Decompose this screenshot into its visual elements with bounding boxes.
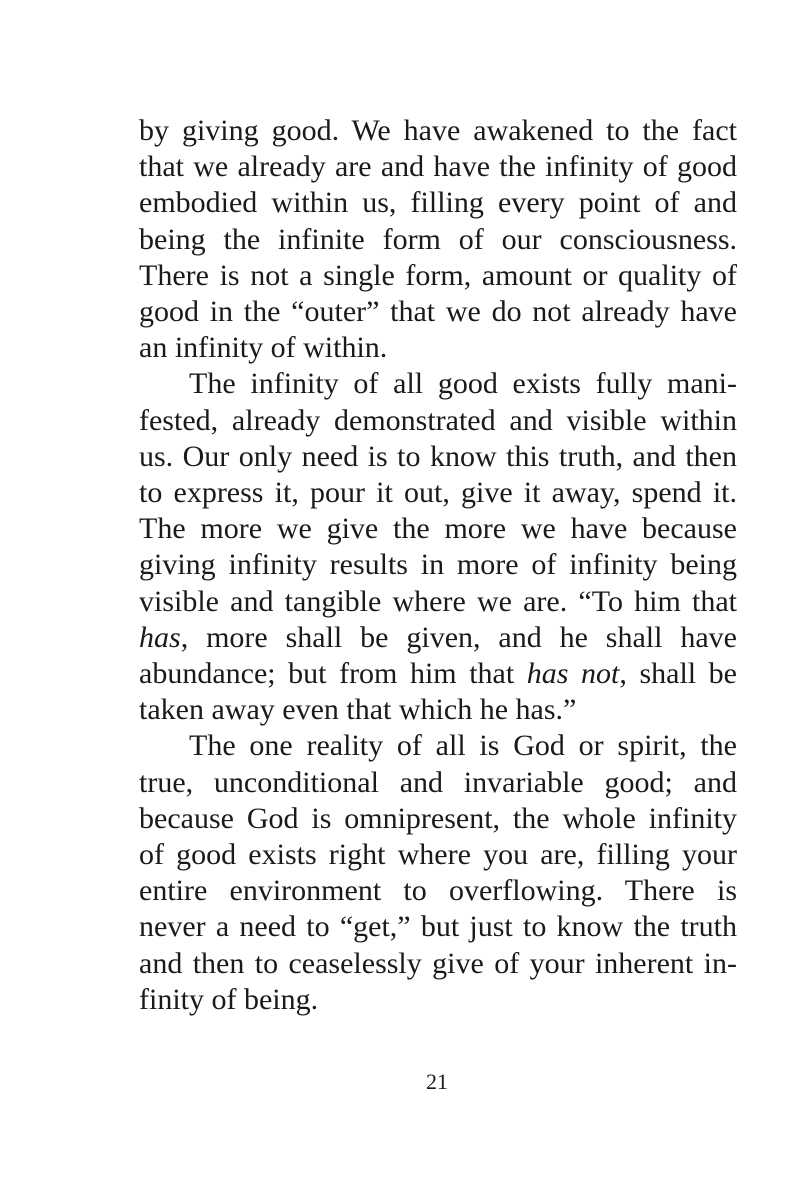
paragraph-1 [139, 113, 737, 366]
body-text [139, 113, 737, 1018]
paragraph-2-italic-has-not: has not [526, 657, 620, 691]
paragraph-2 [139, 366, 737, 728]
paragraph-2-text-a: The infinity of all good exists fully manifested, already demonstrated and visible within us. Our only need is to know this truth, and then to express it, pour it out, give it away, spend it. The more we give the more we have because giving infinity results in more of infinity being visible and tangible where we are. “To him that [139, 367, 737, 618]
paragraph-2-italic-has: has [139, 620, 181, 654]
paragraph-2-text-c: , shall be taken away even that which he has.” [139, 657, 737, 727]
paragraph-3-text: The one reality of all is God or spirit, the true, unconditional and invariable good; and because God is omnipresent, the whole infinity of good exists right where you are, filling your entire environment to overflowing. There is never a need to “get,” but just to know the truth and then to ceaselessly give of your inherent infinity of being. [139, 729, 737, 1016]
paragraph-1-text: by giving good. We have awakened to the fact that we already are and have the infinity of good embodied within us, filling every point of and being the infinite form of our consciousness. There is not a single form, amount or quality of good in the “outer” that we do not already have an infinity of within. [139, 114, 737, 365]
paragraph-2-text-b: , more shall be given, and he shall have abundance; but from him that [139, 620, 737, 691]
page-number: 21 [426, 1069, 448, 1094]
paragraph-3 [139, 728, 737, 1018]
